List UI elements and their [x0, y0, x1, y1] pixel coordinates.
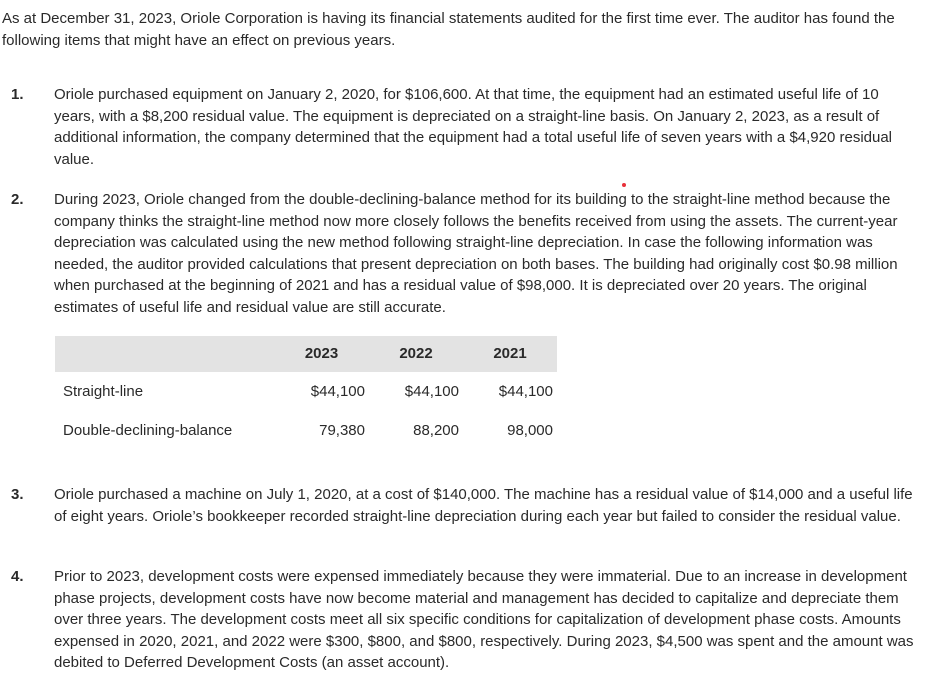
table-header-cell: 2022	[369, 336, 463, 372]
item-text: Oriole purchased a machine on July 1, 2020, at a cost of $140,000. The machine has a residual value of $14,000 and a useful life of eight years. Oriole’s bookkeeper recorded straight-line depreciation during each year but failed to consider the residual value.	[54, 486, 913, 525]
row-label: Straight-line	[63, 382, 144, 400]
table-header-cell: 2021	[463, 336, 557, 372]
table-header-cell	[55, 336, 274, 372]
table-cell: $44,100	[498, 382, 553, 400]
table-row	[55, 372, 557, 411]
row-label: Double-declining-balance	[63, 421, 233, 439]
item-number: 4.	[11, 568, 24, 585]
table-cell: $44,100	[310, 382, 365, 400]
intro-paragraph: As at December 31, 2023, Oriole Corporation is having its financial statements audited for the first time ever. The auditor has found the following items that might have an effect on previous years.	[2, 10, 895, 49]
depreciation-table	[55, 336, 557, 450]
table-cell: 98,000	[507, 421, 553, 439]
table-cell: $44,100	[404, 382, 459, 400]
item-text: During 2023, Oriole changed from the double-declining-balance method for its building to the straight-line method because the company thinks the straight-line method now more closely follows the benefits received from using the assets. The current-year depreciation was calculated using the new method following straight-line depreciation. In case the following information was needed, the auditor provided calculations that present depreciation on both bases. The building had originally cost $0.98 million when purchased at the beginning of 2021 and has a residual value of $98,000. It is depreciated over 20 years. The original estimates of useful life and residual value are still accurate.	[54, 191, 898, 316]
item-number: 3.	[11, 486, 24, 503]
table-header-cell: 2023	[274, 336, 369, 372]
item-number: 1.	[11, 86, 24, 103]
item-text: Prior to 2023, development costs were expensed immediately because they were immaterial. Due to an increase in development phase projects, development costs have now become material and management has decided to capitalize and depreciate them over three years. The development costs meet all six specific conditions for capitalization of development phase costs. Amounts expensed in 2020, 2021, and 2022 were $300, $800, and $800, respectively. During 2023, $4,500 was spent and the amount was debited to Deferred Development Costs (an asset account).	[54, 568, 914, 672]
marker-dot	[622, 183, 626, 187]
table-cell: 79,380	[319, 421, 365, 439]
table-header-row	[55, 336, 557, 372]
item-text: Oriole purchased equipment on January 2, 2020, for $106,600. At that time, the equipment had an estimated useful life of 10 years, with a $8,200 residual value. The equipment is depreciated on a straight-line basis. On January 2, 2023, as a result of additional information, the company determined that the equipment had a total useful life of seven years with a $4,920 residual value.	[54, 86, 893, 168]
table-row	[55, 411, 557, 450]
item-number: 2.	[11, 191, 24, 208]
table-cell: 88,200	[413, 421, 459, 439]
